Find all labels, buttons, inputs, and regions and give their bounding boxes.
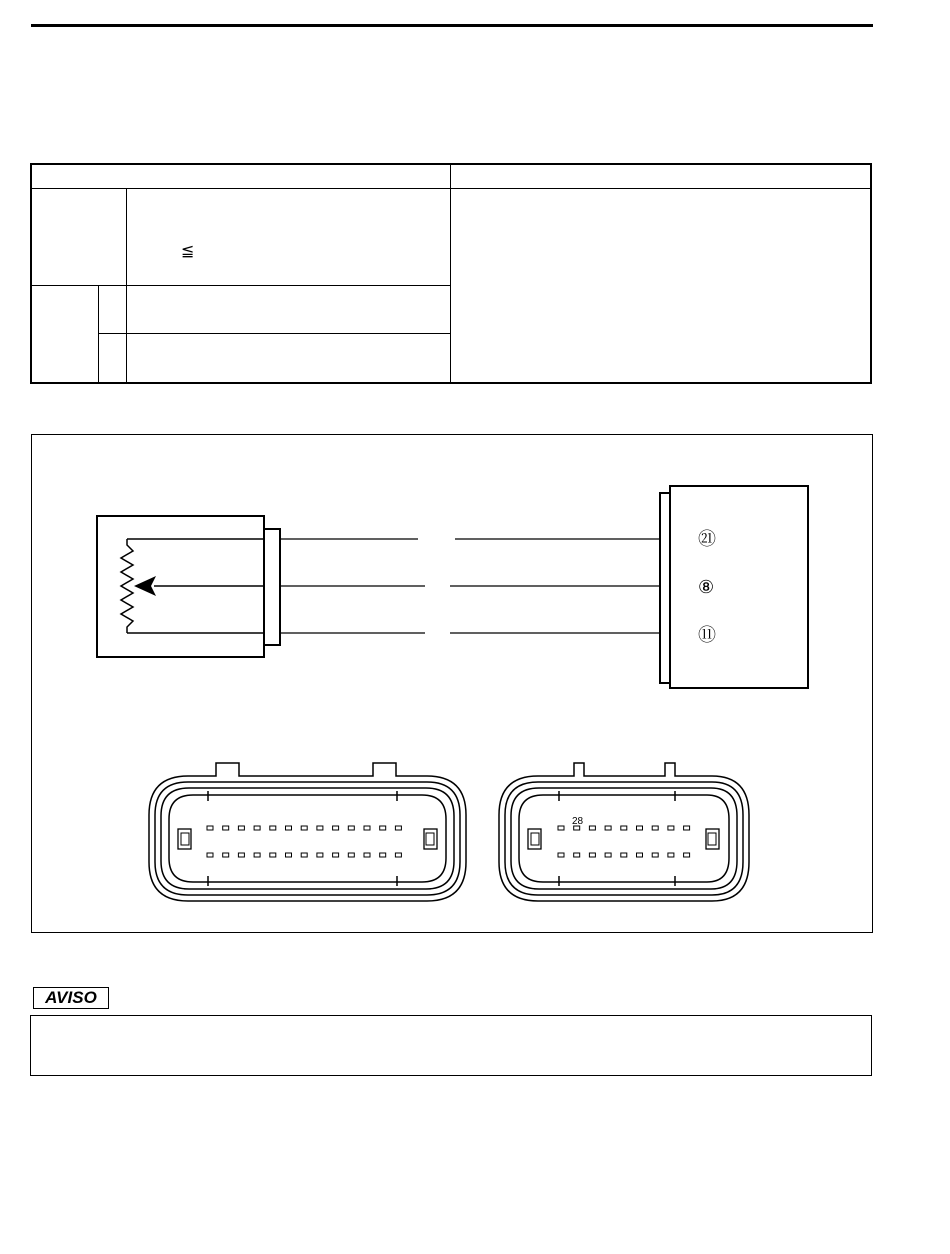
- connector-pin: [254, 853, 260, 857]
- connector-pin-row-left-top: [207, 826, 401, 830]
- connector-pin: [207, 853, 213, 857]
- connector-pin: [223, 826, 229, 830]
- connector-pin: [395, 826, 401, 830]
- connector-pin: [684, 853, 690, 857]
- connector-pin: [621, 826, 627, 830]
- wiper-arrow-icon: [134, 576, 156, 596]
- connector-pin: [637, 826, 643, 830]
- connector-pin: [668, 826, 674, 830]
- ecm-connector: [660, 493, 670, 683]
- connector-pin: [317, 826, 323, 830]
- connector-pin: [333, 826, 339, 830]
- ecm-terminal-label: ⑪: [698, 625, 716, 646]
- connector-pin-row-right-bottom: [558, 853, 690, 857]
- connector-pin: [223, 853, 229, 857]
- table-label-divider-top: [126, 188, 127, 285]
- connector-pin: [621, 853, 627, 857]
- notice-box: [30, 1015, 872, 1076]
- connector-pin: [286, 853, 292, 857]
- connector-pin: [652, 853, 658, 857]
- table-subrow-divider: [98, 333, 450, 334]
- connector-pin-row-left-bottom: [207, 853, 401, 857]
- table-header-divider: [32, 188, 870, 189]
- connector-pin: [207, 826, 213, 830]
- connector-pin: [286, 826, 292, 830]
- ecm-body: [670, 486, 808, 688]
- connector-pin: [668, 853, 674, 857]
- connector-pin: [348, 853, 354, 857]
- connector-pin: [238, 853, 244, 857]
- connector-pin: [589, 853, 595, 857]
- connector-pin: [574, 853, 580, 857]
- table-column-divider: [450, 165, 451, 382]
- connector-pin: [348, 826, 354, 830]
- connector-pin: [558, 853, 564, 857]
- table-label-divider-outer: [98, 285, 99, 382]
- connector-pin: [254, 826, 260, 830]
- header-rule: [31, 24, 873, 27]
- connector-pin: [270, 826, 276, 830]
- pin-number-label: 28: [572, 816, 584, 827]
- table-row-divider: [32, 285, 450, 286]
- condition-table: [30, 163, 872, 384]
- ecm-terminal-label: ㉑: [698, 529, 716, 550]
- connector-pin: [589, 826, 595, 830]
- connector-pin: [364, 853, 370, 857]
- inequality-symbol: ≦: [181, 241, 195, 260]
- connector-face-right: [499, 763, 749, 901]
- connector-pin: [605, 853, 611, 857]
- table-label-divider-inner: [126, 285, 127, 382]
- connector-pin: [652, 826, 658, 830]
- connector-pin: [558, 826, 564, 830]
- wiring-diagram: [32, 435, 874, 934]
- connector-pin: [238, 826, 244, 830]
- connector-pin: [605, 826, 611, 830]
- connector-pin: [380, 826, 386, 830]
- ecm-terminal-label: ⑧: [698, 577, 715, 598]
- connector-pin: [637, 853, 643, 857]
- connector-pin: [301, 853, 307, 857]
- connector-pin: [333, 853, 339, 857]
- sensor-connector: [264, 529, 280, 645]
- connector-pin: [301, 826, 307, 830]
- connector-pin: [317, 853, 323, 857]
- potentiometer-resistor-icon: [121, 539, 133, 633]
- connector-pin: [270, 853, 276, 857]
- notice-badge: AVISO: [33, 987, 109, 1009]
- connector-pin: [380, 853, 386, 857]
- connector-pin: [364, 826, 370, 830]
- connector-pin: [684, 826, 690, 830]
- connector-face-left: [149, 763, 466, 901]
- connector-pin: [395, 853, 401, 857]
- wiring-diagram-panel: [31, 434, 873, 933]
